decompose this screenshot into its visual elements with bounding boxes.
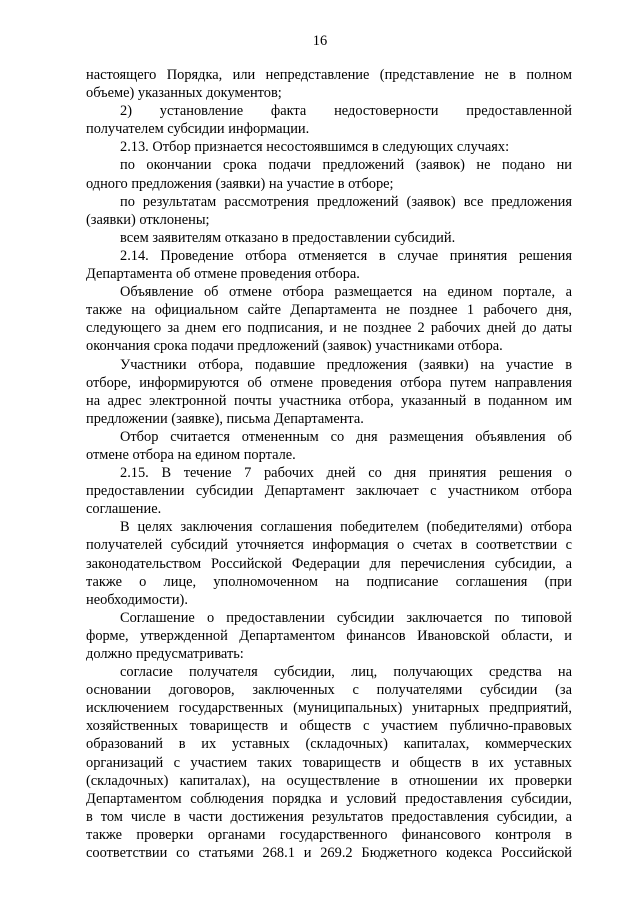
text-line: отборе, информируются об отмене проведения отбора путем направления <box>86 374 572 391</box>
text-line: всем заявителям отказано в предоставлении субсидий. <box>120 229 456 246</box>
text-line: 2.14. Проведение отбора отменяется в случае принятия решения <box>120 247 572 264</box>
text-line: одного предложения (заявки) на участие в отборе; <box>86 175 394 192</box>
text-line: 2.15. В течение 7 рабочих дней со дня принятия решения о <box>120 465 572 482</box>
text-line: В целях заключения соглашения победителем (победителями) отбора <box>120 519 572 536</box>
text-line: должно предусматривать: <box>86 646 244 662</box>
text-line: 2.13. Отбор признается несостоявшимся в следующих случаях: <box>120 139 510 156</box>
text-line: отмене отбора на едином портале. <box>86 446 296 463</box>
text-line: необходимости). <box>86 591 188 608</box>
text-line: (заявки) отклонены; <box>86 211 210 228</box>
text-line: Объявление об отмене отбора размещается на едином портале, а <box>120 284 572 301</box>
text-line: объеме) указанных документов; <box>86 85 282 102</box>
text-line: основании договоров, заключенных с получателями субсидии (за <box>86 682 572 699</box>
text-line: предоставлении субсидии Департамент заключает с участником отбора <box>86 483 572 500</box>
text-line: предложении (заявке), письма Департамента. <box>86 410 364 427</box>
text-line: Департамента об отмене проведения отбора. <box>86 266 360 283</box>
text-line: соглашение. <box>86 501 162 518</box>
text-line: также о лице, уполномоченном на подписание соглашения (при <box>86 573 572 590</box>
text-line: окончания срока подачи предложений (заявок) участниками отбора. <box>86 338 503 355</box>
text-line: также на официальном сайте Департамента не позднее 1 рабочего дня, <box>86 302 572 319</box>
text-line: организаций с участием таких товариществ и обществ в их уставных <box>86 754 572 771</box>
text-line: на адрес электронной почты участника отбора, указанный в поданном им <box>86 392 572 409</box>
text-line: законодательством Российской Федерации для перечисления субсидии, а <box>86 555 572 572</box>
text-line: по окончании срока подачи предложений (заявок) не подано ни <box>120 157 572 174</box>
text-line: Отбор считается отмененным со дня размещения объявления об <box>120 428 572 445</box>
text-line: форме, утвержденной Департаментом финансов Ивановской области, и <box>86 627 572 644</box>
text-line: хозяйственных товариществ и обществ с участием публично-правовых <box>86 718 572 735</box>
text-line: согласие получателя субсидии, лиц, получающих средства на <box>120 664 572 681</box>
text-line: получателем субсидии информации. <box>86 121 310 138</box>
text-line: получателей субсидий уточняется информация о счетах в соответствии с <box>86 537 572 554</box>
text-line: Участники отбора, подавшие предложения (заявки) на участие в <box>120 356 572 373</box>
page-number: 16 <box>312 33 328 49</box>
text-line: Соглашение о предоставлении субсидии заключается по типовой <box>120 609 572 626</box>
text-line: настоящего Порядка, или непредставление (представление не в полном <box>86 67 572 83</box>
text-line: исключением государственных (муниципальных) унитарных предприятий, <box>86 700 572 717</box>
text-line: по результатам рассмотрения предложений (заявок) все предложения <box>120 193 572 210</box>
body-text <box>86 66 572 862</box>
text-line: образований в их уставных (складочных) капиталах, коммерческих <box>86 736 572 753</box>
text-line: Департаментом соблюдения порядка и условий предоставления субсидии, <box>86 790 572 807</box>
text-line: 2) установление факта недостоверности предоставленной <box>120 103 572 120</box>
text-line: также проверки органами государственного финансового контроля в <box>86 826 572 843</box>
text-line: (складочных) капиталах), на осуществление в отношении их проверки <box>86 772 572 789</box>
text-line: следующего за днем его подписания, и не позднее 2 рабочих дней до даты <box>86 320 572 337</box>
text-line: соответствии со статьями 268.1 и 269.2 Бюджетного кодекса Российской <box>86 845 572 862</box>
text-line: в том числе в части достижения результатов предоставления субсидии, а <box>86 808 572 825</box>
